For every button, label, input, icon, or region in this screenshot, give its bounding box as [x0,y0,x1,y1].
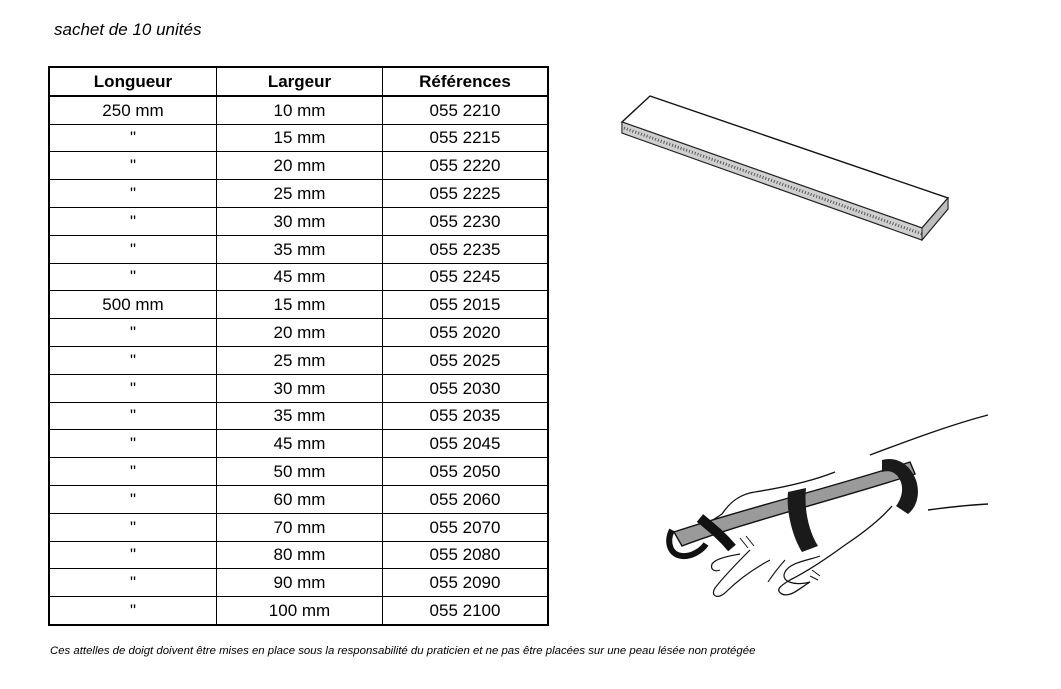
table-row [49,485,548,513]
cell-longueur: " [49,152,217,180]
cell-reference: 055 2220 [383,152,549,180]
cell-longueur: " [49,430,217,458]
cell-reference: 055 2025 [383,346,549,374]
table-row [49,152,548,180]
table-row [49,430,548,458]
cell-reference: 055 2035 [383,402,549,430]
cell-largeur: 35 mm [217,235,383,263]
cell-reference: 055 2070 [383,513,549,541]
cell-largeur: 20 mm [217,152,383,180]
cell-reference: 055 2090 [383,569,549,597]
table-row [49,513,548,541]
cell-longueur: " [49,207,217,235]
table-row [49,235,548,263]
cell-longueur: 250 mm [49,96,217,124]
cell-longueur: " [49,402,217,430]
table-row [49,402,548,430]
table-row [49,263,548,291]
cell-longueur: " [49,513,217,541]
cell-reference: 055 2020 [383,319,549,347]
cell-reference: 055 2050 [383,458,549,486]
cell-reference: 055 2225 [383,180,549,208]
table-row [49,124,548,152]
table-row [49,458,548,486]
cell-longueur: " [49,458,217,486]
cell-longueur: " [49,124,217,152]
cell-reference: 055 2100 [383,597,549,625]
cell-largeur: 35 mm [217,402,383,430]
cell-largeur: 10 mm [217,96,383,124]
cell-longueur: " [49,485,217,513]
cell-longueur: " [49,374,217,402]
cell-largeur: 15 mm [217,124,383,152]
splint-strip-illustration [610,88,960,248]
cell-longueur: " [49,541,217,569]
cell-largeur: 25 mm [217,346,383,374]
cell-reference: 055 2060 [383,485,549,513]
cell-reference: 055 2210 [383,96,549,124]
cell-longueur: " [49,319,217,347]
cell-longueur: " [49,569,217,597]
cell-largeur: 45 mm [217,263,383,291]
cell-longueur: " [49,597,217,625]
table-row [49,291,548,319]
cell-largeur: 80 mm [217,541,383,569]
cell-largeur: 20 mm [217,319,383,347]
cell-longueur: 500 mm [49,291,217,319]
cell-largeur: 100 mm [217,597,383,625]
cell-longueur: " [49,263,217,291]
cell-longueur: " [49,235,217,263]
cell-reference: 055 2030 [383,374,549,402]
reference-table [48,66,549,626]
cell-largeur: 15 mm [217,291,383,319]
cell-largeur: 70 mm [217,513,383,541]
header-largeur: Largeur [217,67,383,96]
table-row [49,96,548,124]
cell-reference: 055 2245 [383,263,549,291]
footnote: Ces attelles de doigt doivent être mises en place sous la responsabilité du praticien et ne pas être placées sur une peau lésée non protégée [50,645,756,657]
cell-reference: 055 2230 [383,207,549,235]
cell-longueur: " [49,180,217,208]
table-header-row [49,67,548,96]
cell-reference: 055 2045 [383,430,549,458]
hand-with-splint-illustration [660,410,995,605]
subtitle: sachet de 10 unités [54,20,202,39]
cell-reference: 055 2015 [383,291,549,319]
table-row [49,541,548,569]
table-body [49,96,548,625]
cell-reference: 055 2080 [383,541,549,569]
table-row [49,319,548,347]
table-row [49,374,548,402]
header-longueur: Longueur [49,67,217,96]
cell-largeur: 90 mm [217,569,383,597]
cell-largeur: 50 mm [217,458,383,486]
cell-reference: 055 2215 [383,124,549,152]
cell-longueur: " [49,346,217,374]
header-references: Références [383,67,549,96]
table-row [49,180,548,208]
table-row [49,207,548,235]
table-row [49,569,548,597]
cell-largeur: 30 mm [217,374,383,402]
cell-reference: 055 2235 [383,235,549,263]
cell-largeur: 25 mm [217,180,383,208]
cell-largeur: 45 mm [217,430,383,458]
table-row [49,346,548,374]
table-row [49,597,548,625]
cell-largeur: 30 mm [217,207,383,235]
cell-largeur: 60 mm [217,485,383,513]
